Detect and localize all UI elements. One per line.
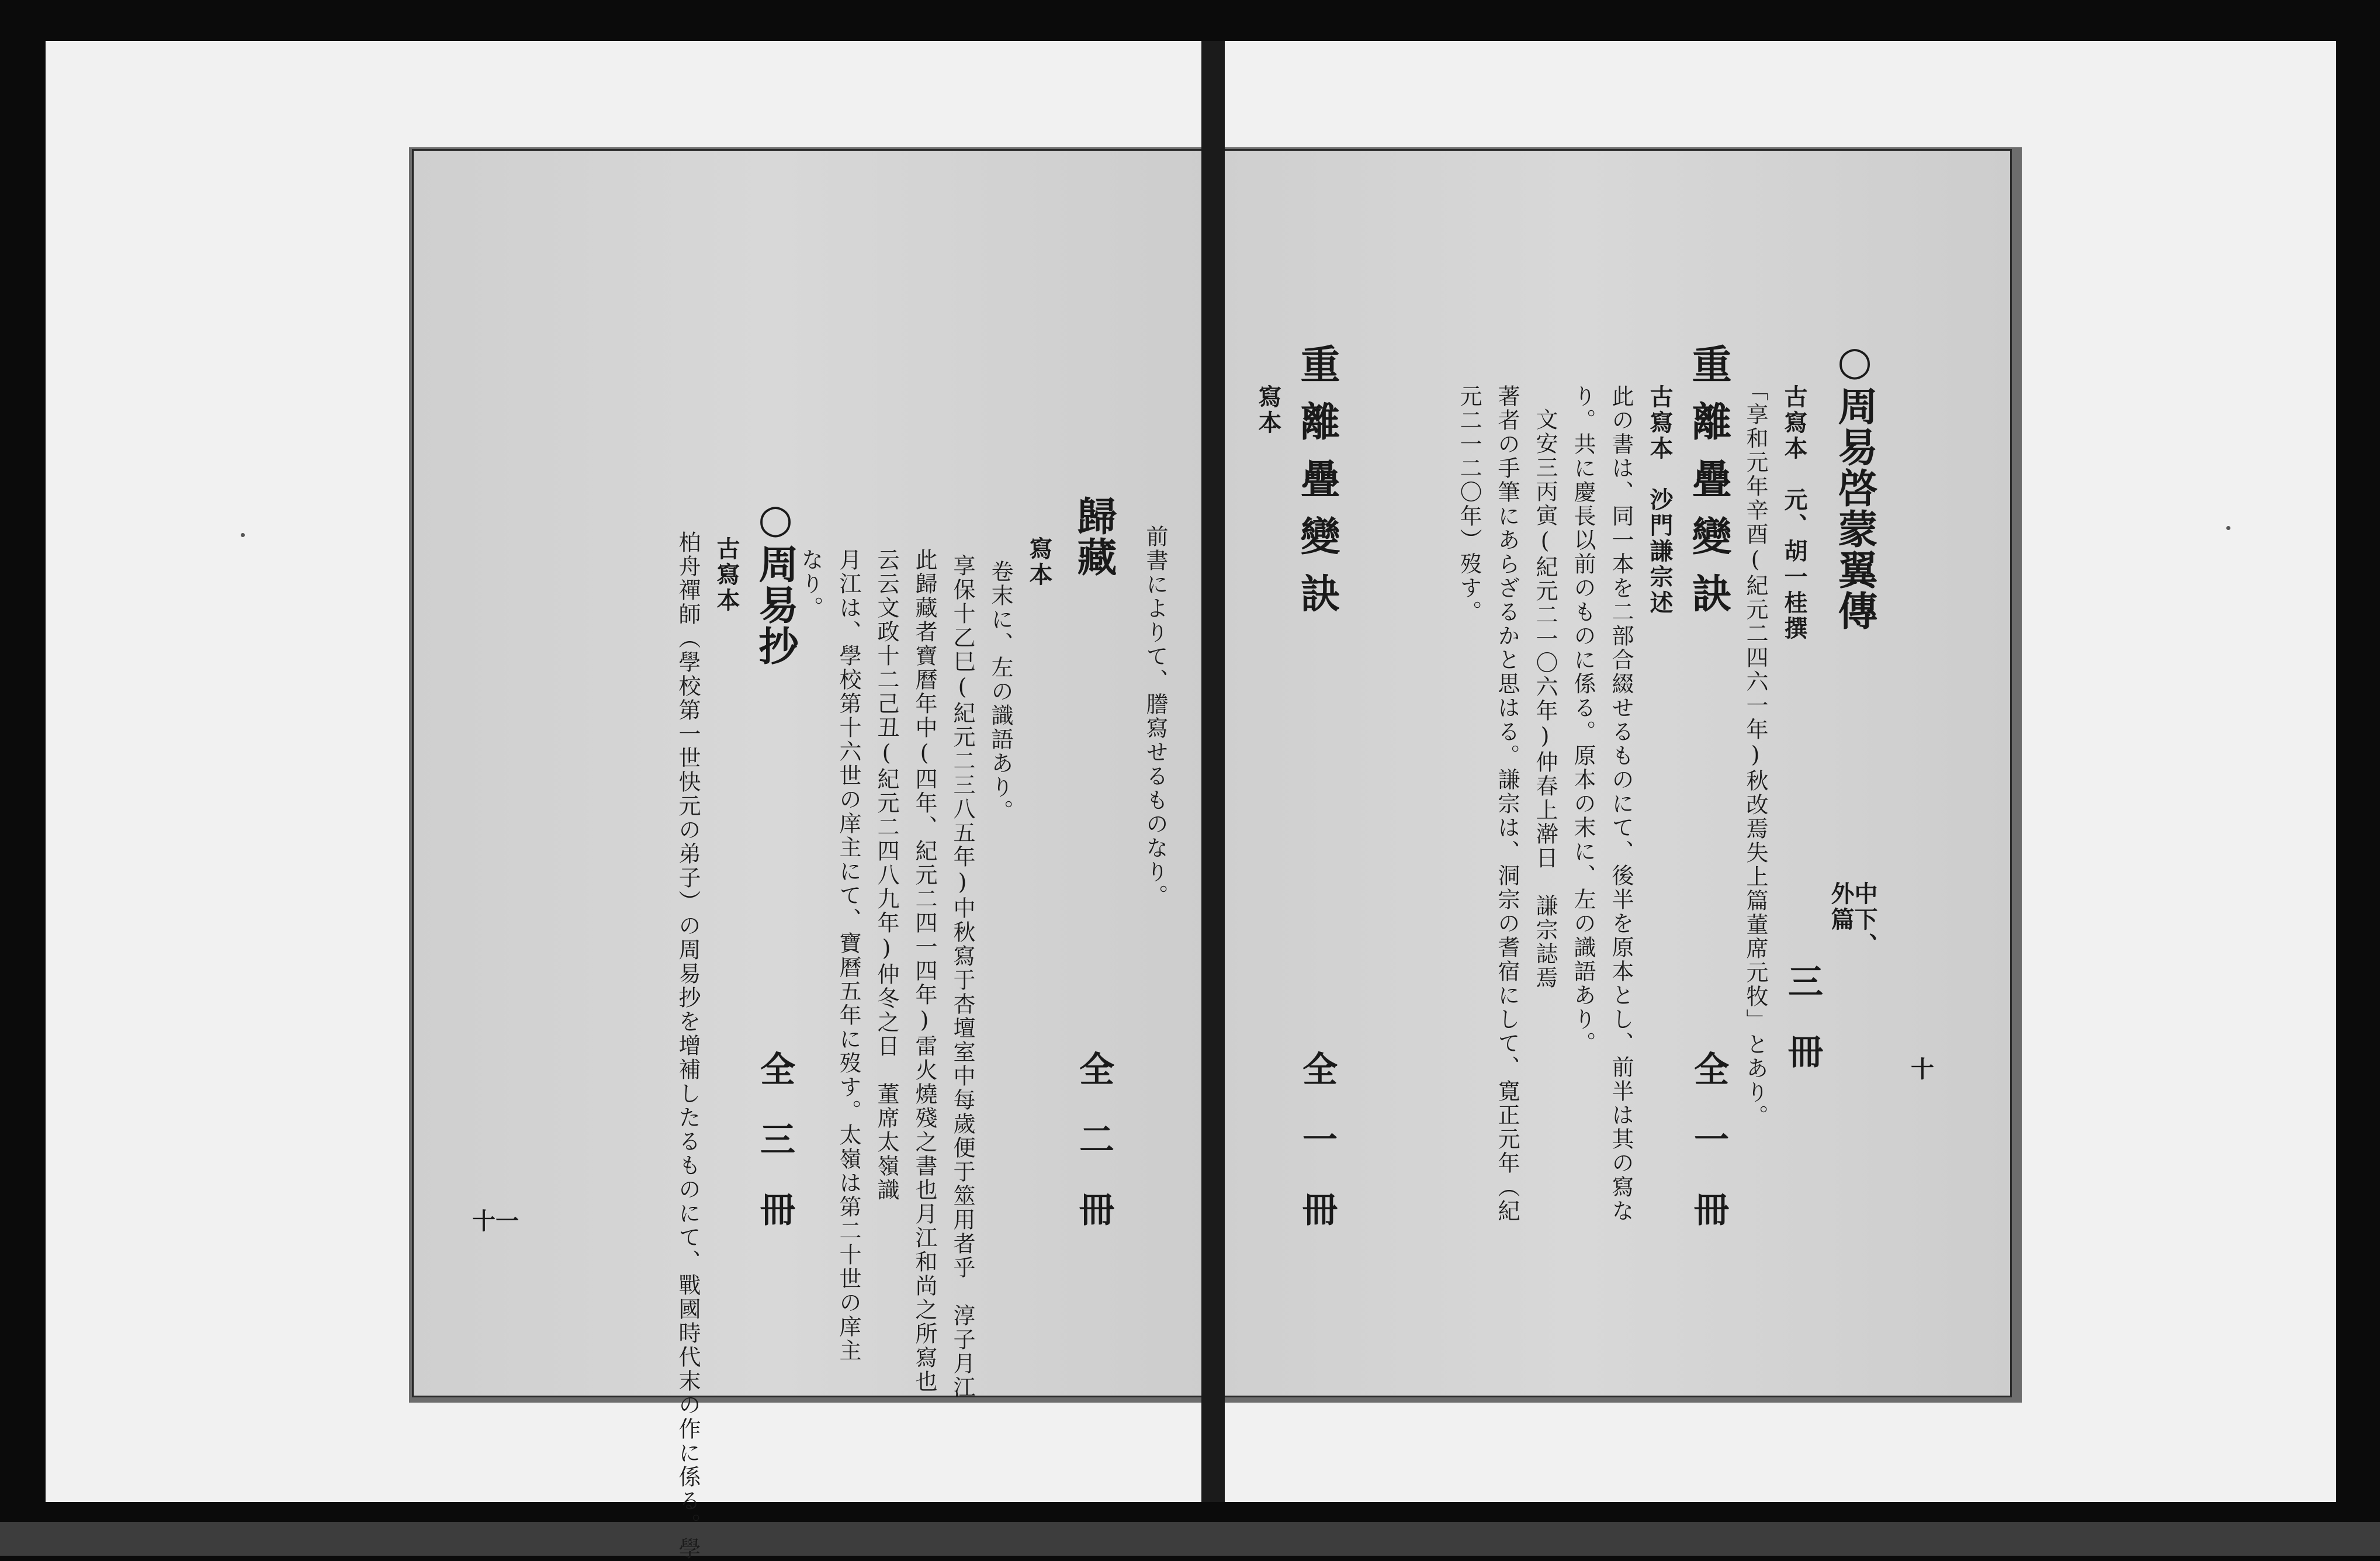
entry-line: 著者の手筆にあらざるかと思はる。謙宗は、洞宗の耆宿にして、寛正元年（紀 <box>1494 385 1520 1223</box>
right-page <box>1221 151 2010 1396</box>
entry-count-juurijouhenketsu: 全一冊 <box>1688 1051 1729 1261</box>
film-edge <box>0 1522 2380 1556</box>
entry-count-kizou: 全二冊 <box>1073 1051 1114 1261</box>
entry-title-shuuekikeimou: ○周易啓蒙翼傳 <box>1831 338 1878 631</box>
entry-count-shuuekishou: 全三冊 <box>754 1051 795 1261</box>
page-number: 十 <box>1911 1055 1934 1083</box>
speck <box>241 533 245 537</box>
entry-count-juurijouhenketsu-2: 全一冊 <box>1297 1051 1338 1261</box>
entry-title-juurijouhenketsu: 重離疊變訣 <box>1685 344 1732 630</box>
entry-source-shuuekikeimou: 古寫本 元、胡一桂撰 <box>1780 385 1808 642</box>
entry-title-juurijouhenketsu-2: 重離疊變訣 <box>1294 344 1340 630</box>
entry-count-note: 外篇 <box>1827 881 1855 933</box>
entry-line: 元二一二〇年）歿す。 <box>1456 385 1482 624</box>
entry-line: り。共に慶長以前のものに係る。原本の末に、左の識語あり。 <box>1570 385 1596 1055</box>
entry-title-kizou: 歸藏 <box>1071 496 1117 577</box>
entry-line: 享保十乙巳(紀元二三八五年)中秋寫于杏壇室中每歲便于筮用者乎 淳子月江 <box>950 554 975 1400</box>
entry-line: 月江は、學校第十六世の庠主にて、寶曆五年に歿す。太嶺は第二十世の庠主 <box>836 548 861 1363</box>
entry-source-kizou: 寫本 <box>1026 537 1053 588</box>
entry-source-juurijouhenketsu: 古寫本 沙門謙宗述 <box>1646 385 1674 616</box>
entry-source-juurijouhenketsu-2: 寫本 <box>1255 385 1282 436</box>
entry-line: 「享和元年辛酉(紀元二四六一年)秋改焉失上篇董席元牧」とあり。 <box>1742 379 1768 1129</box>
entry-line: 柏舟禪師（學校第一世快元の弟子）の周易抄を增補したるものにて、戰國時代末の作に係る。學 <box>675 531 701 1561</box>
entry-line: 此の書は、同一本を二部合綴せるものにて、後半を原本とし、前半は其の寫な <box>1608 385 1634 1223</box>
entry-line: 云云文政十二己丑(紀元二四八九年)仲冬之日 董席太嶺識 <box>874 548 899 1202</box>
entry-line: 此歸藏者寶曆年中(四年、紀元二四一四年)雷火燒殘之書也月江和尚之所寫也 <box>912 548 937 1394</box>
speck <box>2226 526 2230 530</box>
entry-count-shuuekikeimou: 三冊 <box>1782 963 1823 1103</box>
entry-line: なり。 <box>798 548 823 620</box>
entry-line: 卷末に、左の識語あり。 <box>988 560 1013 823</box>
book-gutter <box>1201 41 1225 1502</box>
left-page <box>414 151 1208 1561</box>
entry-title-shuuekishou: ○周易抄 <box>752 496 799 666</box>
entry-line: 文安三丙寅(紀元二一〇六年)仲春上澣日 謙宗誌焉 <box>1532 408 1558 990</box>
entry-count-note: 中下、 <box>1851 881 1878 958</box>
entry-source-shuuekishou: 古寫本 <box>713 537 740 614</box>
entry1-tail: 前書によりて、謄寫せるものなり。 <box>1142 525 1168 908</box>
page-number: 十一 <box>472 1207 519 1235</box>
